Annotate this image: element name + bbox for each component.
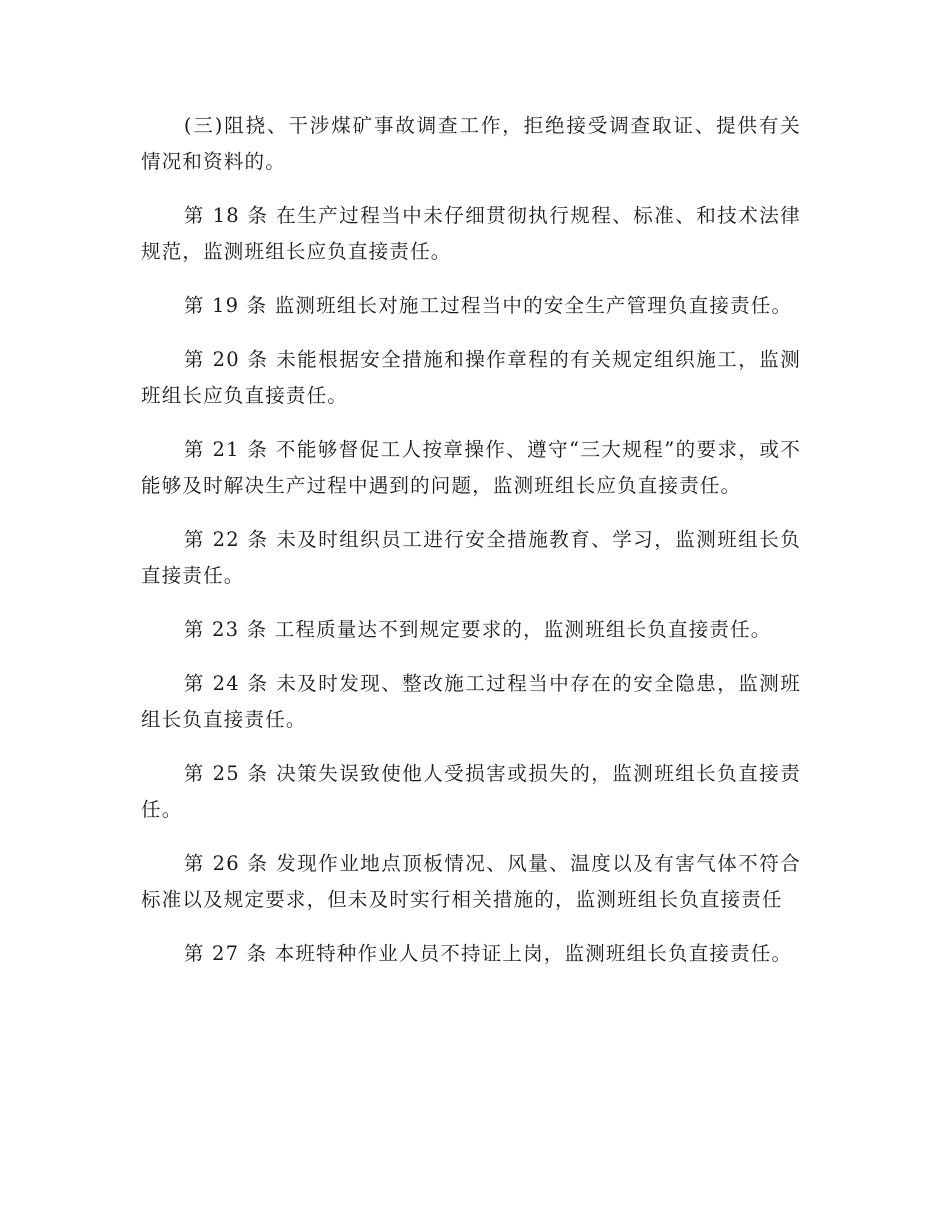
paragraph-article-18: 第 18 条 在生产过程当中未仔细贯彻执行规程、标准、和技术法律规范，监测班组长应负直接责任。 [141,204,801,263]
paragraph-article-23: 第 23 条 工程质量达不到规定要求的，监测班组长负直接责任。 [183,618,772,641]
paragraph-article-24: 第 24 条 未及时发现、整改施工过程当中存在的安全隐患，监测班组长负直接责任。 [141,672,801,731]
paragraph-clause-3: (三)阻挠、干涉煤矿事故调查工作，拒绝接受调查取证、提供有关情况和资料的。 [141,114,801,173]
paragraph-article-20: 第 20 条 未能根据安全措施和操作章程的有关规定组织施工，监测班组长应负直接责任。 [141,348,801,407]
paragraph-article-25: 第 25 条 决策失误致使他人受损害或损失的，监测班组长负直接责任。 [141,762,801,821]
paragraph-article-21: 第 21 条 不能够督促工人按章操作、遵守“三大规程”的要求，或不能够及时解决生产过程中遇到的问题，监测班组长应负直接责任。 [141,438,801,497]
paragraph-article-19: 第 19 条 监测班组长对施工过程当中的安全生产管理负直接责任。 [183,294,793,317]
paragraph-article-22: 第 22 条 未及时组织员工进行安全措施教育、学习，监测班组长负直接责任。 [141,528,801,587]
paragraph-article-27: 第 27 条 本班特种作业人员不持证上岗，监测班组长负直接责任。 [183,942,793,965]
document-body [141,108,801,990]
paragraph-article-26: 第 26 条 发现作业地点顶板情况、风量、温度以及有害气体不符合标准以及规定要求，但未及时实行相关措施的，监测班组长负直接责任 [141,852,801,911]
